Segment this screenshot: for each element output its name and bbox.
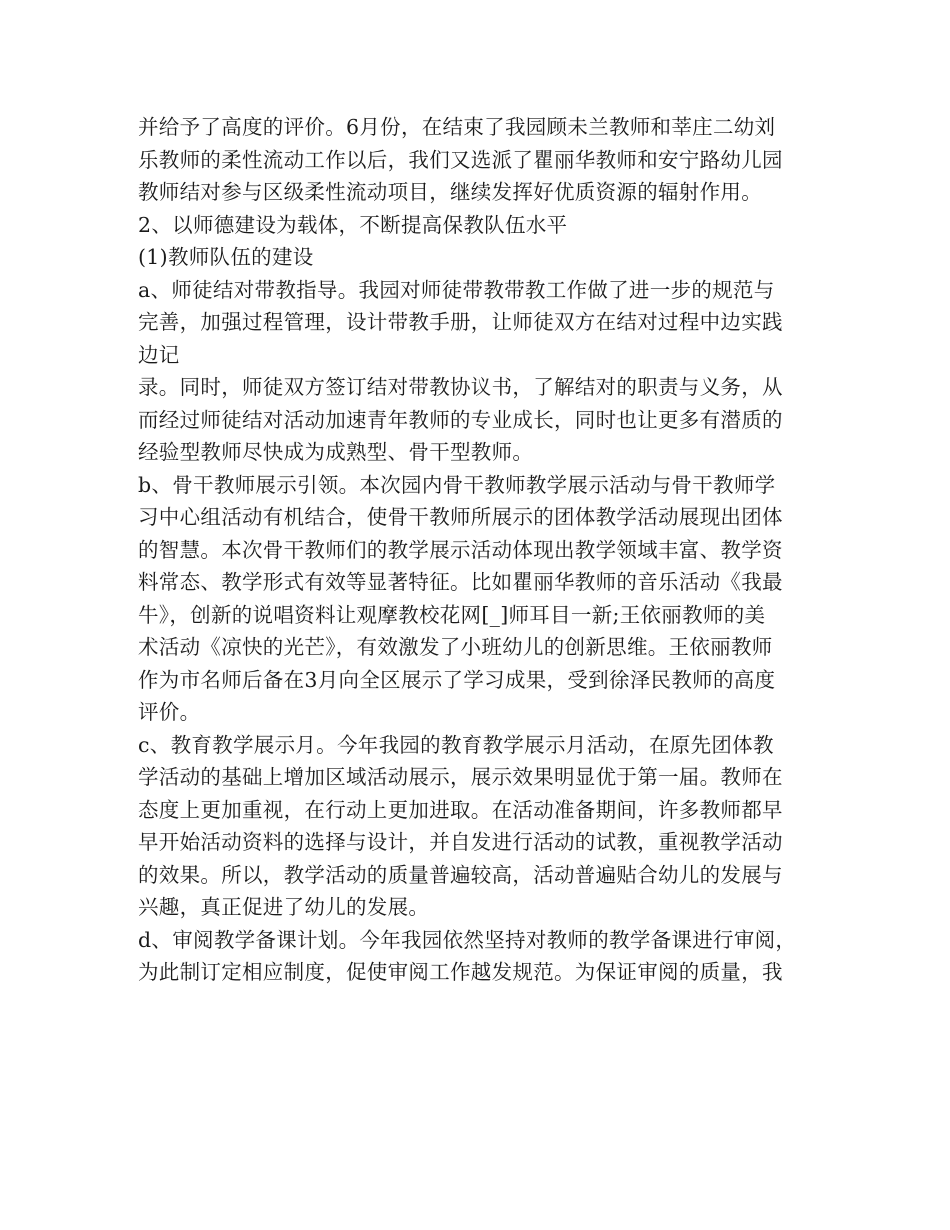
text-line: d、审阅教学备课计划。今年我园依然坚持对教师的教学备课进行审阅， [138, 927, 797, 952]
text-line: 兴趣，真正促进了幼儿的发展。 [138, 895, 430, 919]
text-line: 习中心组活动有机结合，使骨干教师所展示的团体教学活动展现出团体 [138, 505, 783, 529]
text-line: 边记 [138, 342, 180, 367]
document-body [138, 111, 818, 989]
text-line: 为此制订定相应制度，促使审阅工作越发规范。为保证审阅的质量，我 [138, 960, 783, 984]
text-line: 并给予了高度的评价。6月份，在结束了我园顾未兰教师和莘庄二幼刘 [138, 115, 776, 139]
text-line: 作为市名师后备在3月向全区展示了学习成果，受到徐泽民教师的高度 [138, 667, 776, 692]
text-line: 录。同时，师徒双方签订结对带教协议书，了解结对的职责与义务，从 [138, 375, 783, 399]
text-line: 教师结对参与区级柔性流动项目，继续发挥好优质资源的辐射作用。 [138, 180, 762, 204]
text-line: 态度上更加重视，在行动上更加进取。在活动准备期间，许多教师都早 [138, 797, 783, 822]
text-line: 评价。 [138, 700, 201, 724]
text-line: 牛》，创新的说唱资料让观摩教校花网[_]师耳目一新;王依丽教师的美 [138, 602, 766, 627]
text-line: 的智慧。本次骨干教师们的教学展示活动体现出教学领域丰富、教学资 [138, 537, 783, 562]
subsection-heading: (1)教师队伍的建设 [138, 245, 314, 269]
text-line: c、教育教学展示月。今年我园的教育教学展示月活动，在原先团体教 [138, 732, 774, 757]
text-line: 料常态、教学形式有效等显著特征。比如瞿丽华教师的音乐活动《我最 [138, 570, 783, 594]
text-line: 乐教师的柔性流动工作以后，我们又选派了瞿丽华教师和安宁路幼儿园 [138, 147, 783, 172]
text-line: 经验型教师尽快成为成熟型、骨干型教师。 [138, 440, 534, 464]
text-line: 完善，加强过程管理，设计带教手册，让师徒双方在结对过程中边实践 [138, 310, 783, 334]
text-line: b、骨干教师展示引领。本次园内骨干教师教学展示活动与骨干教师学 [138, 472, 776, 497]
text-line: 的效果。所以，教学活动的质量普遍较高，活动普遍贴合幼儿的发展与 [138, 862, 783, 887]
text-line: 学活动的基础上增加区域活动展示，展示效果明显优于第一届。教师在 [138, 765, 783, 789]
text-line: 早开始活动资料的选择与设计，并自发进行活动的试教，重视教学活动 [138, 830, 783, 854]
section-heading: 2、以师德建设为载体，不断提高保教队伍水平 [138, 212, 568, 237]
text-line: 术活动《凉快的光芒》，有效激发了小班幼儿的创新思维。王依丽教师 [138, 635, 773, 659]
text-line: 而经过师徒结对活动加速青年教师的专业成长，同时也让更多有潜质的 [138, 407, 783, 432]
text-line: a、师徒结对带教指导。我园对师徒带教带教工作做了进一步的规范与 [138, 277, 775, 302]
